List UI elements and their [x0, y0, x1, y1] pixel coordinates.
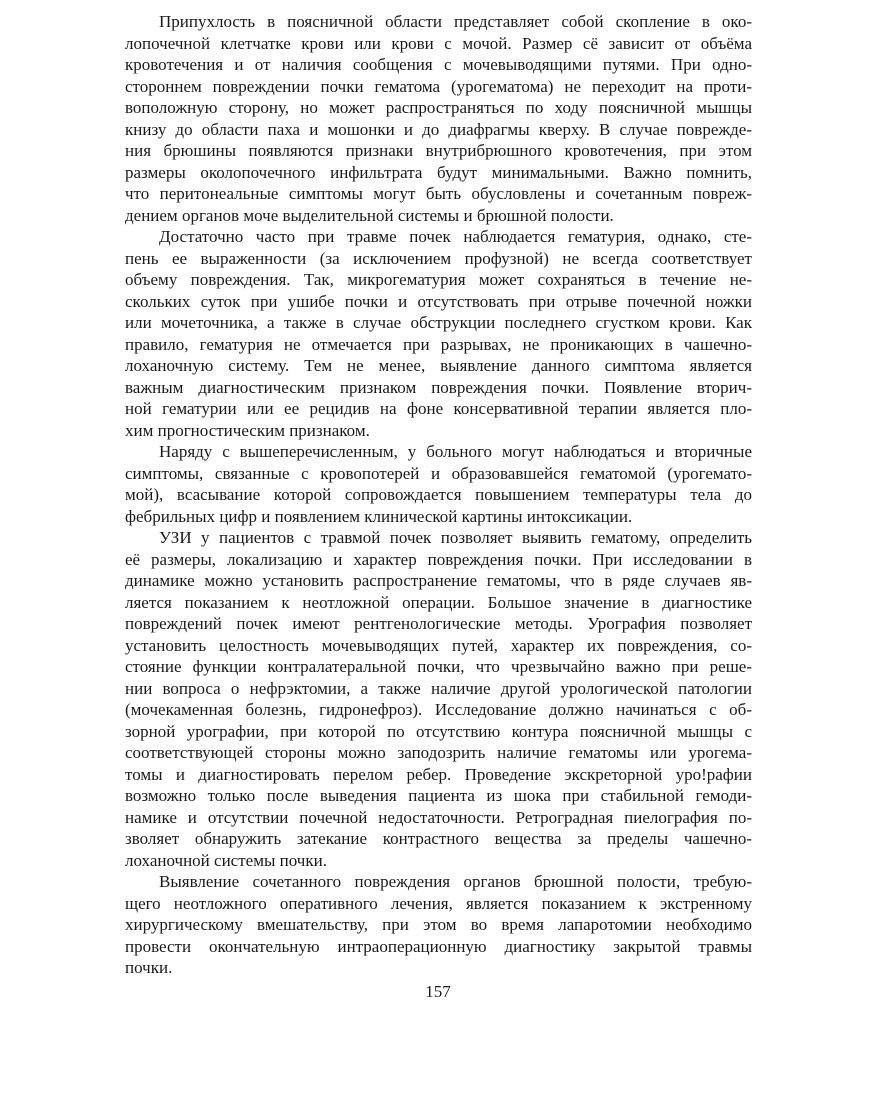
text-line: важным диагностическим признаком повреждения почки. Появление вторич- [125, 377, 752, 397]
paragraph [125, 441, 752, 527]
text-line: скольких суток при ушибе почки и отсутствовать при отрыве почечной ножки [125, 291, 752, 311]
text-line: хирургическому вмешательству, при этом во время лапаротомии необходимо [125, 915, 752, 934]
text-line: стороннем повреждении почки гематома (урогематома) не переходит на проти- [125, 76, 752, 96]
text-line: дением органов моче выделительной системы и брюшной полости. [125, 205, 614, 225]
text-line: нии вопроса о нефрэктомии, а также наличие другой урологической патологии [125, 678, 752, 698]
text-line: лоханочной системы почки. [125, 850, 327, 870]
text-line: зволяет обнаружить затекание контрастного вещества за пределы чашечно- [125, 829, 752, 848]
text-line: лопочечной клетчатке крови или крови с мочой. Размер сё зависит от объёма [125, 33, 752, 53]
text-line: Выявление сочетанного повреждения органов брюшной полости, требую- [159, 872, 752, 891]
text-line: воположную сторону, но может распространяться по ходу поясничной мышцы [125, 98, 752, 117]
text-line: симптомы, связанные с кровопотерей и образовавшейся гематомой (урогемато- [125, 463, 752, 483]
text-line: соответствующей стороны можно заподозрить наличие гематомы или урогема- [125, 743, 752, 762]
text-line: правило, гематурия не отмечается при разрывах, не проникающих в чашечно- [125, 334, 752, 354]
text-line: Достаточно часто при травме почек наблюдается гематурия, однако, сте- [159, 227, 752, 246]
text-line: установить целостность мочевыводящих путей, характер их повреждения, со- [125, 635, 752, 655]
text-line: томы и диагностировать перелом ребер. Проведение экскреторной уро!рафии [125, 764, 752, 784]
text-line: лоханочную систему. Тем не менее, выявление данного симптома является [125, 356, 752, 375]
page-number: 157 [425, 982, 451, 1001]
text-line: книзу до области паха и мошонки и до диафрагмы кверху. В случае поврежде- [125, 119, 752, 139]
text-line: повреждений почек имеют рентгенологические методы. Урография позволяет [125, 614, 752, 633]
text-line: возможно только после выведения пациента из шока при стабильной гемоди- [125, 786, 752, 805]
text-line: размеры околопочечного инфильтрата будут минимальными. Важно помнить, [125, 162, 752, 182]
text-line: Наряду с вышеперечисленным, у больного могут наблюдаться и вторичные [159, 442, 752, 461]
text-line: объему повреждения. Так, микрогематурия может сохраняться в течение не- [125, 270, 752, 289]
text-line: или мочеточника, а также в случае обструкции последнего сгустком крови. Как [125, 313, 752, 332]
text-line: намике и отсутствии почечной недостаточности. Ретроградная пиелография по- [125, 807, 752, 827]
text-line: Припухлость в поясничной области представляет собой скопление в око- [159, 12, 752, 31]
text-line: кровотечения и от наличия сообщения с мочевыводящими путями. При одно- [125, 55, 752, 74]
text-line: щего неотложного оперативного лечения, является показанием к экстренному [125, 893, 752, 913]
text-line: ляется показанием к неотложной операции. Большое значение в диагностике [125, 592, 752, 612]
paragraph [125, 527, 752, 871]
text-line: мой), всасывание которой сопровождается повышением температуры тела до [125, 485, 752, 504]
text-line: почки. [125, 958, 173, 977]
paragraph [125, 226, 752, 441]
text-line: фебрильных цифр и появлением клинической картины интоксикации. [125, 506, 633, 526]
text-line: ния брюшины появляются признаки внутрибрюшного кровотечения, при этом [125, 141, 752, 160]
text-line: зорной урографии, при которой по отсутствию контура поясничной мышцы с [125, 721, 752, 741]
text-line: пень ее выраженности (за исключением профузной) не всегда соответствует [125, 248, 752, 268]
text-line: (мочекаменная болезнь, гидронефроз). Исследование должно начинаться с об- [125, 700, 752, 719]
text-line: что перитонеальные симптомы могут быть обусловлены и сочетанным повреж- [125, 184, 752, 203]
text-line: хим прогностическим признаком. [125, 420, 370, 440]
paragraph [125, 11, 752, 226]
text-line: её размеры, локализацию и характер повреждения почки. При исследовании в [125, 549, 752, 569]
text-line: УЗИ у пациентов с травмой почек позволяет выявить гематому, определить [159, 528, 752, 547]
paragraph [125, 871, 752, 979]
text-line: стояние функции контралатеральной почки, что чрезвычайно важно при реше- [125, 657, 752, 676]
body-text [125, 11, 752, 979]
text-line: ной гематурии или ее рецидив на фоне консервативной терапии является пло- [125, 399, 752, 418]
text-line: динамике можно установить распространение гематомы, что в ряде случаев яв- [125, 571, 752, 590]
text-line: провести окончательную интраоперационную диагностику закрытой травмы [125, 936, 752, 956]
